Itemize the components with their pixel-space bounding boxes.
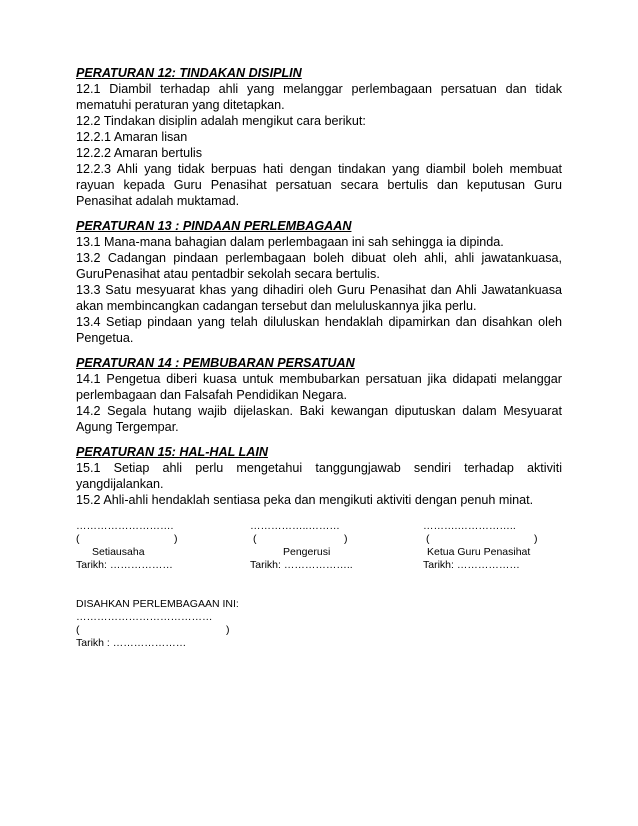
open-bracket: ( [426,533,430,545]
paragraph: 12.2 Tindakan disiplin adalah mengikut cara berikut: [76,114,366,128]
signature-line: ……………..……… [250,520,340,532]
close-bracket: ) [534,533,538,545]
paragraph: 13.2 Cadangan pindaan perlembagaan boleh dibuat oleh ahli, ahli jawatankuasa, GuruPenasihat atau pentadbir sekolah secara bertulis. [76,251,562,281]
approval-signature-line: ………………………………… [76,611,213,623]
paragraph: 13.4 Setiap pindaan yang telah diluluskan hendaklah dipamirkan dan disahkan oleh Pengetua. [76,315,562,345]
signature-block [76,520,562,586]
approval-date: Tarikh : ………………… [76,637,187,649]
signature-ketua-guru-penasihat [423,520,562,572]
signature-line: ………………………. [76,520,174,532]
signature-setiausaha [76,520,206,572]
signature-pengerusi [250,520,400,572]
section-peraturan-12 [76,65,562,209]
signature-title: Pengerusi [283,546,331,558]
signature-date: Tarikh: ……………….. [250,559,353,571]
section-peraturan-13 [76,218,562,346]
close-bracket: ) [226,624,230,636]
section-peraturan-14 [76,355,562,435]
approval-label: DISAHKAN PERLEMBAGAAN INI: [76,598,239,610]
section-peraturan-15 [76,444,562,508]
paragraph: 12.1 Diambil terhadap ahli yang melanggar perlembagaan persatuan dan tidak mematuhi peraturan yang ditetapkan. [76,82,562,112]
open-bracket: ( [76,624,80,636]
close-bracket: ) [344,533,348,545]
open-bracket: ( [76,533,80,545]
signature-date: Tarikh: ……………… [423,559,520,571]
paragraph: 13.3 Satu mesyuarat khas yang dihadiri oleh Guru Penasihat dan Ahli Jawatankuasa akan membincangkan cadangan tersebut dan meluluskannya jika perlu. [76,283,562,313]
approval-block [76,598,562,650]
paragraph: 12.2.3 Ahli yang tidak berpuas hati dengan tindakan yang diambil boleh membuat rayuan kepada Guru Penasihat persatuan secara bertulis dan keputusan Guru Penasihat adalah muktamad. [76,162,562,208]
close-bracket: ) [174,533,178,545]
paragraph: 12.2.1 Amaran lisan [76,130,188,144]
paragraph: 13.1 Mana-mana bahagian dalam perlembagaan ini sah sehingga ia dipinda. [76,235,504,249]
section-heading: PERATURAN 14 : PEMBUBARAN PERSATUAN [76,356,355,370]
section-heading: PERATURAN 12: TINDAKAN DISIPLIN [76,66,302,80]
signature-line: ……….…………….. [423,520,516,532]
paragraph: 12.2.2 Amaran bertulis [76,146,203,160]
paragraph: 14.2 Segala hutang wajib dijelaskan. Baki kewangan diputuskan dalam Mesyuarat Agung Tergempar. [76,404,562,434]
signature-title: Setiausaha [92,546,145,558]
paragraph: 15.2 Ahli-ahli hendaklah sentiasa peka dan mengikuti aktiviti dengan penuh minat. [76,493,534,507]
open-bracket: ( [253,533,257,545]
signature-date: Tarikh: ……………… [76,559,173,571]
signature-title: Ketua Guru Penasihat [427,546,531,558]
document-content [76,65,562,650]
section-heading: PERATURAN 15: HAL-HAL LAIN [76,445,268,459]
paragraph: 14.1 Pengetua diberi kuasa untuk membubarkan persatuan jika didapati melanggar perlembagaan dan Falsafah Pendidikan Negara. [76,372,562,402]
paragraph: 15.1 Setiap ahli perlu mengetahui tanggungjawab sendiri terhadap aktiviti yangdijalankan. [76,461,562,491]
section-heading: PERATURAN 13 : PINDAAN PERLEMBAGAAN [76,219,352,233]
